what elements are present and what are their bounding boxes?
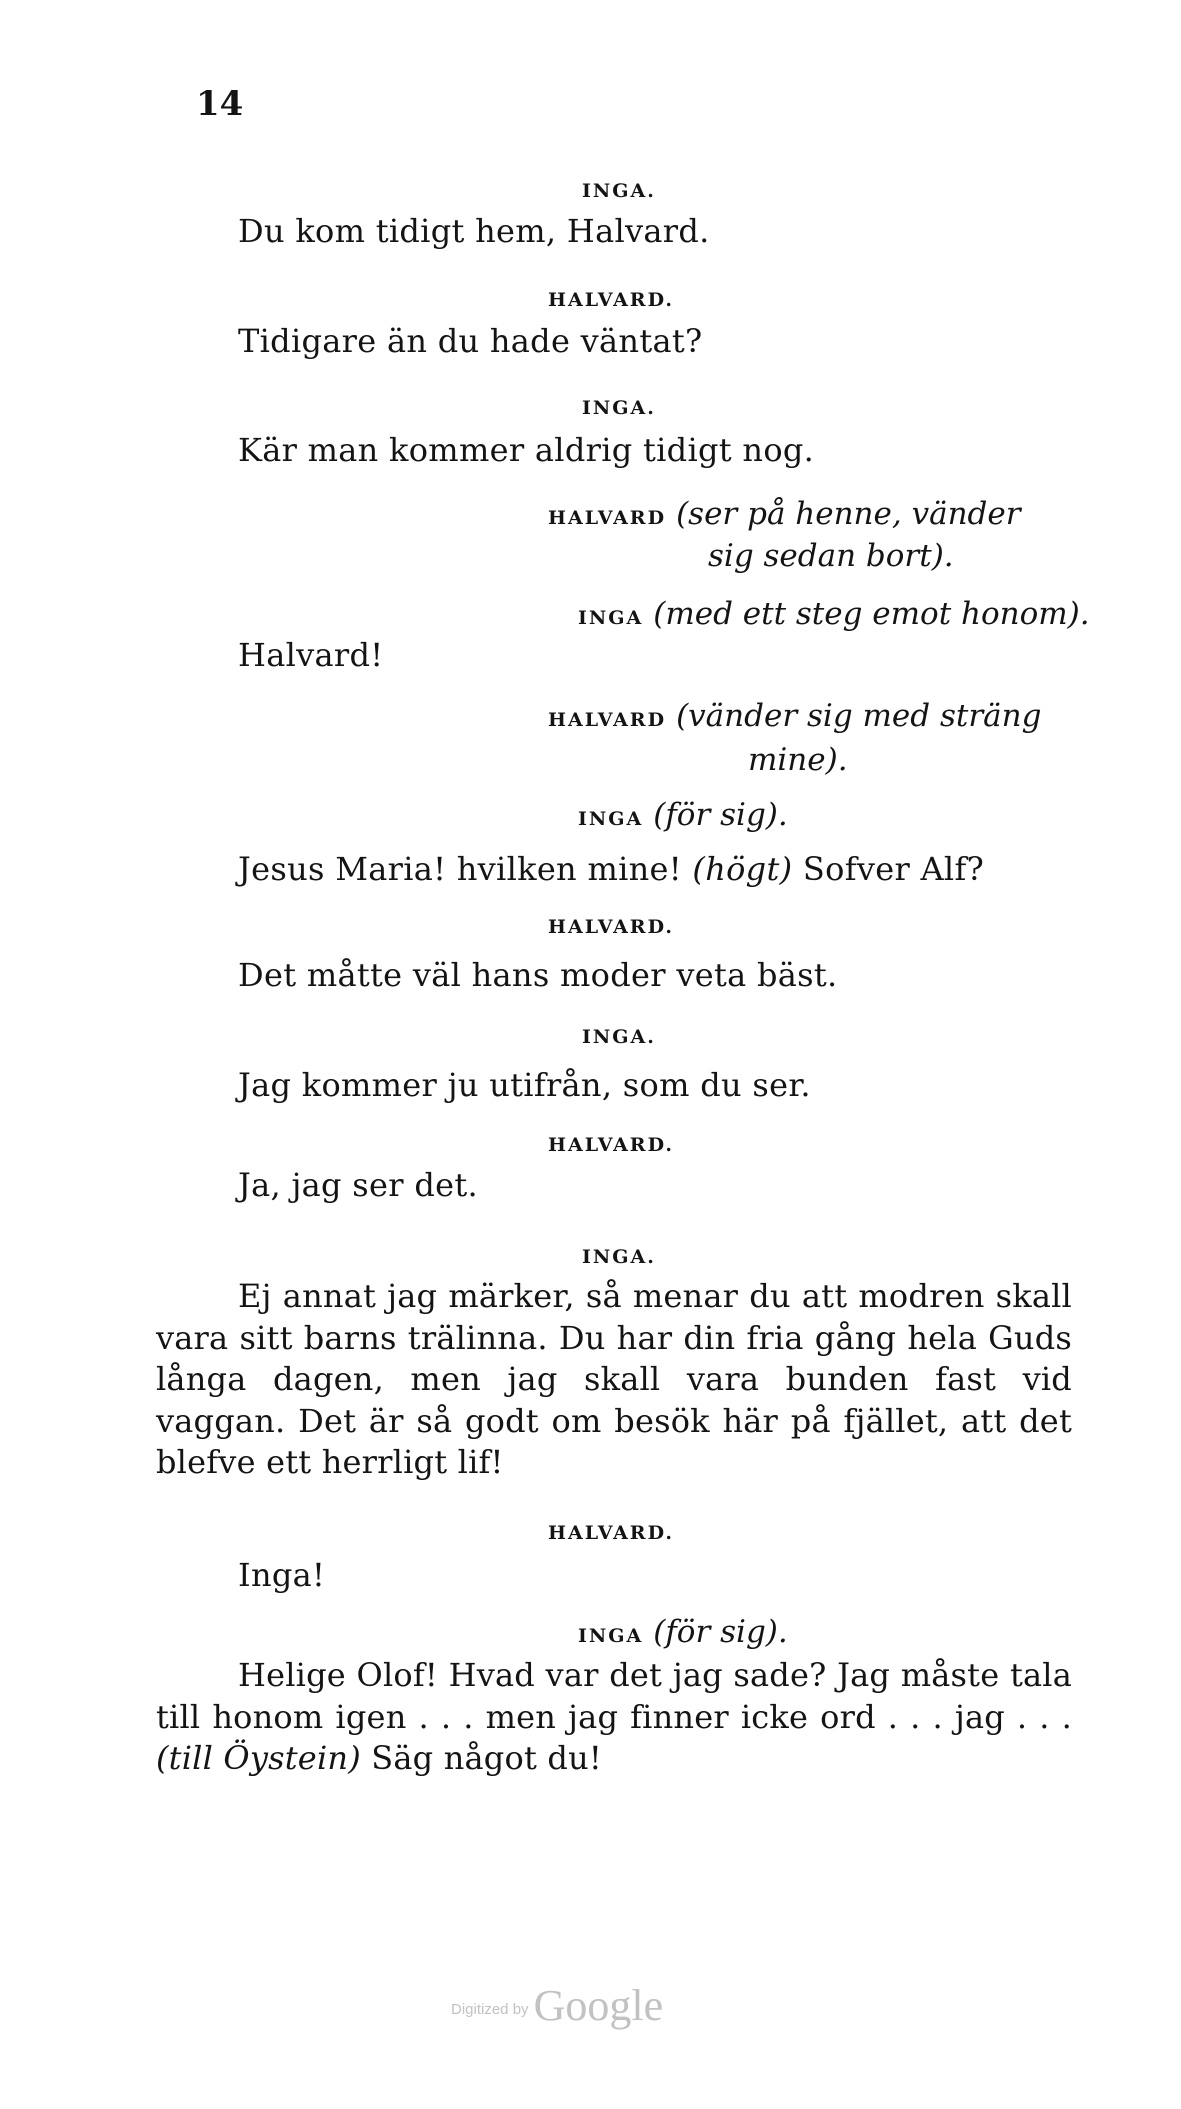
watermark-prefix: Digitized by xyxy=(451,2001,529,2018)
speaker-label: HALVARD xyxy=(548,507,667,529)
dialogue-text: Jesus Maria! hvilken mine! xyxy=(238,850,682,888)
dialogue-line: Tidigare än du hade väntat? xyxy=(238,322,703,360)
speaker-label: INGA. xyxy=(582,1246,656,1268)
dialogue-text: Ej annat jag märker, så menar du att modren skall vara sitt barns trälinna. Du har din fria gång hela Guds långa dagen, men jag skall vara bunden fast vid vaggan. Det är så godt om besök här på fjället, att det blefve ett herrligt lif! xyxy=(156,1277,1072,1481)
dialogue-line: Ja, jag ser det. xyxy=(238,1166,478,1204)
dialogue-paragraph xyxy=(156,1276,1072,1484)
stage-direction xyxy=(708,536,954,576)
stage-direction-text: (till Öystein) xyxy=(156,1739,361,1777)
stage-direction xyxy=(578,594,1090,638)
speaker-label: HALVARD xyxy=(548,709,667,731)
stage-direction xyxy=(748,740,848,780)
dialogue-text-part: Helige Olof! Hvad var det jag sade? Jag måste tala till honom igen . . . men jag finner icke ord . . . jag . . . xyxy=(156,1656,1072,1736)
stage-direction xyxy=(548,494,1021,538)
dialogue-line: Halvard! xyxy=(238,636,384,674)
stage-direction-text: (högt) xyxy=(692,850,793,888)
dialogue-text-part: Säg något du! xyxy=(371,1739,602,1777)
stage-direction-text: sig sedan bort). xyxy=(708,538,954,574)
dialogue-text: Sofver Alf? xyxy=(802,850,985,888)
stage-direction-text: mine). xyxy=(748,742,848,778)
speaker-label: HALVARD. xyxy=(548,289,675,311)
speaker-label: INGA xyxy=(578,1625,644,1647)
dialogue-line: Kär man kommer aldrig tidigt nog. xyxy=(238,431,815,469)
dialogue-line: Det måtte väl hans moder veta bäst. xyxy=(238,956,838,994)
stage-direction-text: (vänder sig med sträng xyxy=(676,698,1042,734)
stage-direction-text: (för sig). xyxy=(653,1614,788,1650)
stage-direction-text: (för sig). xyxy=(653,797,788,833)
speaker-label: INGA. xyxy=(582,397,656,419)
speaker-label: INGA. xyxy=(582,1026,656,1048)
dialogue-line xyxy=(238,850,984,888)
speaker-label: HALVARD. xyxy=(548,1134,675,1156)
page-number: 14 xyxy=(196,84,244,124)
speaker-label: INGA xyxy=(578,808,644,830)
digitized-watermark xyxy=(451,1980,663,2031)
speaker-label: INGA. xyxy=(582,180,656,202)
dialogue-line: Du kom tidigt hem, Halvard. xyxy=(238,212,710,250)
dialogue-paragraph xyxy=(156,1655,1072,1780)
stage-direction-text: (ser på henne, vänder xyxy=(676,496,1021,532)
stage-direction xyxy=(548,696,1041,740)
stage-direction xyxy=(578,1612,788,1656)
watermark-brand: Google xyxy=(533,1981,664,2030)
dialogue-text xyxy=(156,1655,1072,1780)
speaker-label: HALVARD. xyxy=(548,916,675,938)
speaker-label: HALVARD. xyxy=(548,1522,675,1544)
speaker-label: INGA xyxy=(578,607,644,629)
stage-direction xyxy=(578,795,788,839)
stage-direction-text: (med ett steg emot honom). xyxy=(653,596,1090,632)
dialogue-line: Inga! xyxy=(238,1556,326,1594)
dialogue-line: Jag kommer ju utifrån, som du ser. xyxy=(238,1066,811,1104)
